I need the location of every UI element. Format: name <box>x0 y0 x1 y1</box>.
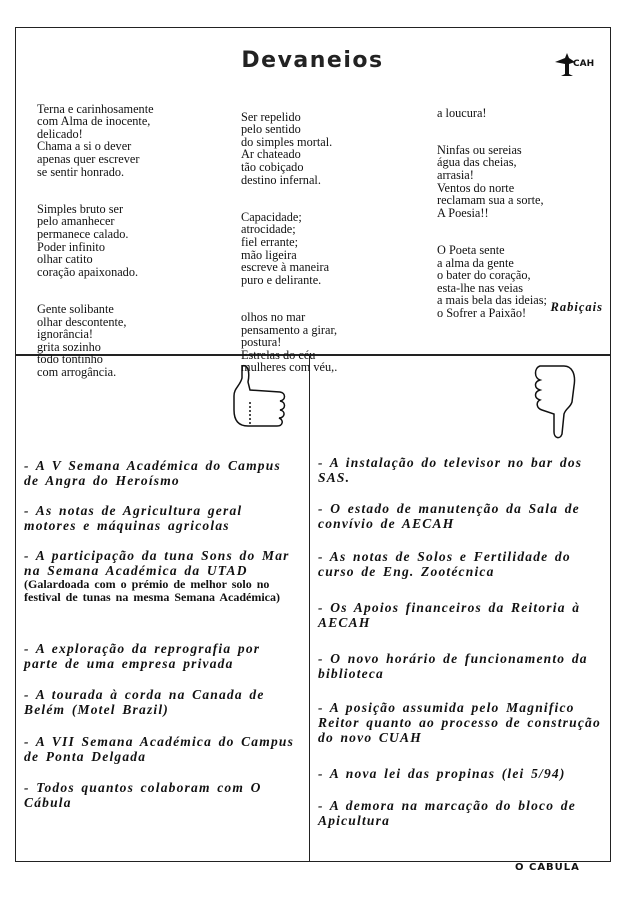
stanza: O Poeta sente a alma da gente o bater do coração, esta-lhe nas veias a mais bela das ideias; o Sofrer a Paixão! <box>437 242 547 320</box>
stanza: olhos no mar pensamento a girar, postura! Estrelas do céu mulheres com véu,. <box>241 309 338 375</box>
stanza: Ser repelido pelo sentido do simples mortal. Ar chateado tão cobiçado destino infernal. <box>241 109 333 187</box>
stanza: Ninfas ou sereias água das cheias, arrasia! Ventos do norte reclamam sua a sorte, A Poesia!! <box>437 142 544 220</box>
footer-publication-name: O CÁBULA <box>515 862 580 873</box>
list-item: - A posição assumida pelo Magnifico Reitor quanto ao processo de construção do novo CUAH <box>318 700 601 745</box>
list-item-note: (Galardoada com o prémio de melhor solo no festival de tunas na mesma Semana Académica) <box>24 577 280 604</box>
list-item: - A instalação do televisor no bar dos SAS. <box>318 455 583 485</box>
list-item: - A tourada à corda na Canada de Belém (Motel Brazil) <box>24 687 265 717</box>
thumbs-up-icon <box>228 362 293 447</box>
list-item: - A exploração da reprografia por parte de uma empresa privada <box>24 641 261 671</box>
list-item: - O novo horário de funcionamento da biblioteca <box>318 651 588 681</box>
list-item: - A demora na marcação do bloco de Apicultura <box>318 798 576 828</box>
stanza: Terna e carinhosamente com Alma de inocente, delicado! Chama a si o dever apenas quer escrever se sentir honrado. <box>37 101 154 179</box>
poem-column-3 <box>437 94 547 344</box>
list-item: - A nova lei das propinas (lei 5/94) <box>318 766 566 781</box>
list-item: - Os Apoios financeiros da Reitoria à AECAH <box>318 600 581 630</box>
list-item: - As notas de Solos e Fertilidade do curso de Eng. Zootécnica <box>318 549 571 579</box>
stanza: Capacidade; atrocidade; fiel errante; mão ligeira escreve à maneira puro e delirante. <box>241 209 330 287</box>
stanza: Simples bruto ser pelo amanhecer permanece calado. Poder infinito olhar catito coração apaixonado. <box>37 201 139 279</box>
list-item: - As notas de Agricultura geral motores e máquinas agricolas <box>24 503 243 533</box>
list-item: - Todos quantos colaboram com O Cábula <box>24 780 262 810</box>
svg-text:CAH: CAH <box>573 59 595 69</box>
poem-column-1 <box>37 90 154 403</box>
poem-author: Rabiçais <box>550 300 603 314</box>
aecah-logo <box>553 52 597 81</box>
list-item: - A participação da tuna Sons do Mar na Semana Académica da UTAD (Galardoada com o prémio de melhor solo no festival de tunas na mesma Semana Académica) <box>24 548 300 604</box>
list-item: - O estado de manutenção da Sala de convívio de AECAH <box>318 501 580 531</box>
list-item: - A V Semana Académica do Campus de Angra do Heroísmo <box>24 458 281 488</box>
poem-title: Devaneios <box>241 48 384 73</box>
stanza: Gente solibante olhar descontente, ignorância! grita sozinho todo tontinho com arrogância. <box>37 301 127 379</box>
thumbs-down-icon <box>530 362 580 447</box>
column-divider <box>309 356 310 861</box>
list-item: - A VII Semana Académica do Campus de Ponta Delgada <box>24 734 295 764</box>
poem-column-2 <box>241 98 337 398</box>
stanza: a loucura! <box>437 105 487 120</box>
